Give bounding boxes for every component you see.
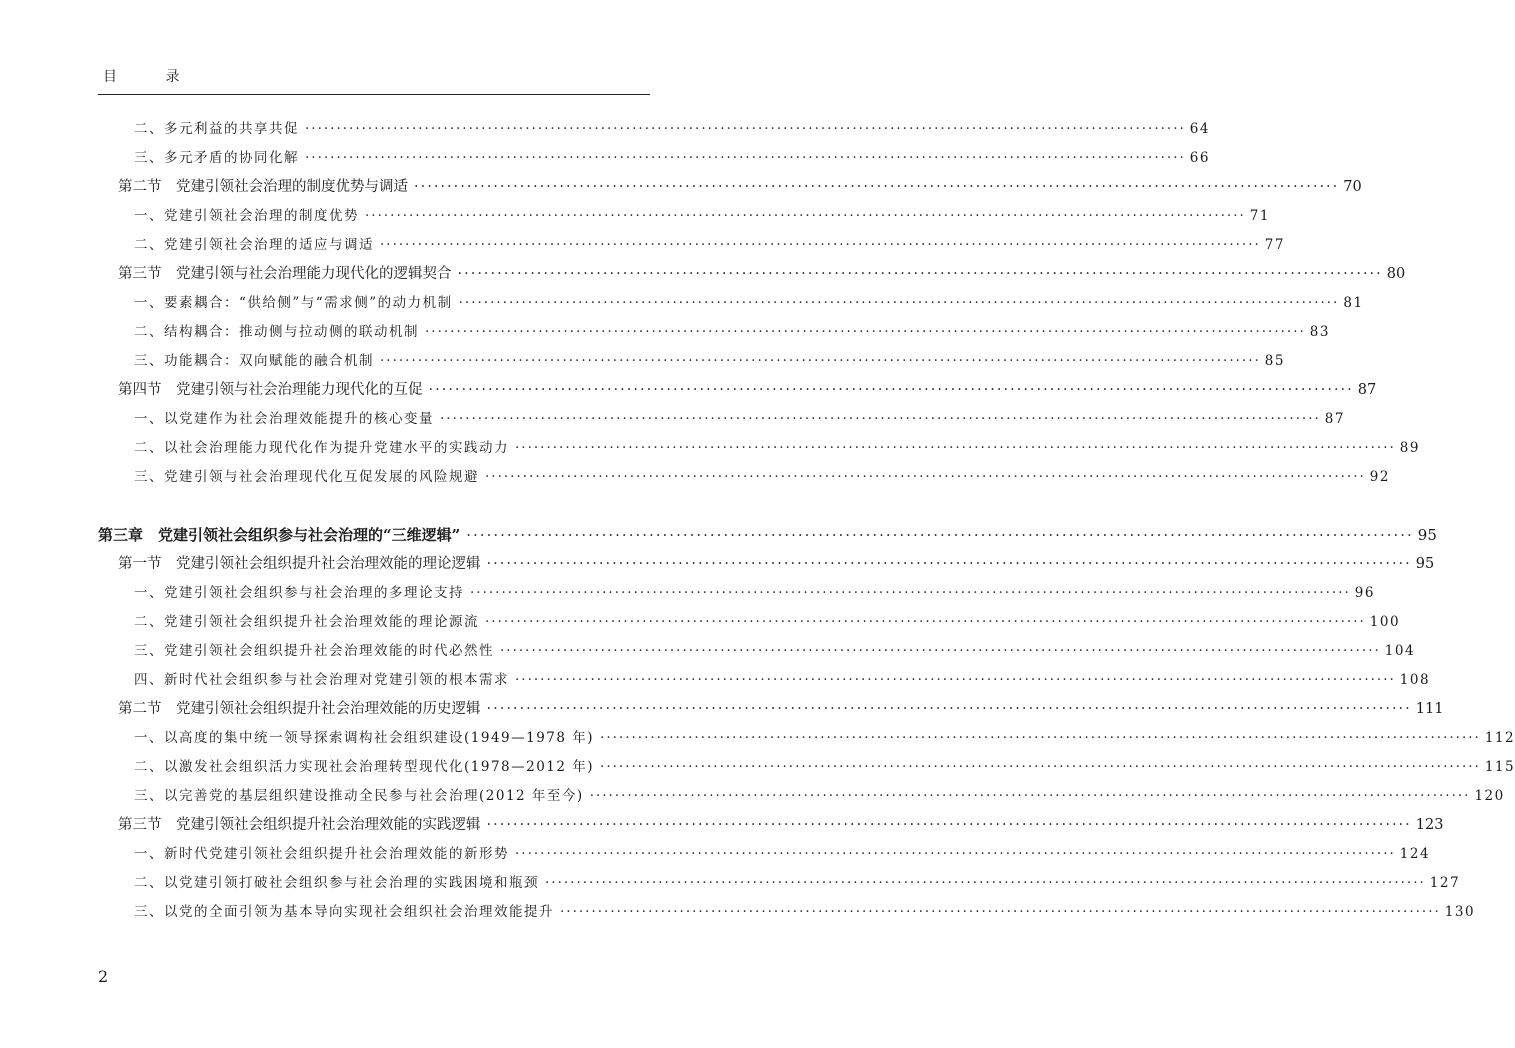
toc-leader-dots: ············································································································································ <box>425 324 1306 340</box>
toc-entry-page: 95 <box>1417 526 1437 544</box>
toc-entry-title: 二、以社会治理能力现代化作为提升党建水平的实践动力 <box>134 440 509 456</box>
toc-entry-page: 104 <box>1384 643 1416 659</box>
toc-entry-page: 87 <box>1357 382 1377 398</box>
toc-leader-dots: ············································································································································ <box>486 817 1412 833</box>
toc-leader-dots: ············································································································································ <box>440 411 1321 427</box>
toc-entry-page: 108 <box>1399 672 1431 688</box>
toc-entry-page: 92 <box>1369 469 1390 485</box>
toc-item <box>134 205 1270 227</box>
toc-section <box>118 698 1444 720</box>
toc-leader-dots: ············································································································································ <box>486 556 1412 572</box>
toc-entry-title: 一、以高度的集中统一领导探索调构社会组织建设(1949—1978 年) <box>134 730 595 746</box>
toc-entry-page: 81 <box>1343 295 1364 311</box>
toc-leader-dots: ············································································································································ <box>380 237 1261 253</box>
toc-entry-title: 三、多元矛盾的协同化解 <box>134 150 299 166</box>
toc-item <box>134 292 1364 314</box>
toc-item <box>134 727 1515 749</box>
toc-entry-title: 第二节 党建引领社会组织提升社会治理效能的历史逻辑 <box>118 701 481 717</box>
header-rule <box>98 94 650 95</box>
toc-leader-dots: ············································································································································ <box>485 469 1366 485</box>
toc-item <box>134 147 1210 169</box>
toc-leader-dots: ············································································································································ <box>414 179 1340 195</box>
toc-entry-page: 64 <box>1189 121 1210 137</box>
toc-entry-page: 127 <box>1429 875 1461 891</box>
toc-entry-title: 三、以完善党的基层组织建设推动全民参与社会治理(2012 年至今) <box>134 788 584 804</box>
toc-entry-page: 89 <box>1399 440 1420 456</box>
toc-entry-page: 70 <box>1343 179 1362 195</box>
toc-item <box>134 350 1285 372</box>
toc-entry-title: 二、以党建引领打破社会组织参与社会治理的实践困境和瓶颈 <box>134 875 539 891</box>
toc-leader-dots: ············································································································································ <box>428 382 1354 398</box>
toc-entry-page: 112 <box>1484 730 1515 746</box>
toc-entry-title: 二、结构耦合：推动侧与拉动侧的联动机制 <box>134 324 419 340</box>
toc-entry-page: 130 <box>1444 904 1476 920</box>
toc-item <box>134 901 1476 923</box>
toc-entry-title: 三、党建引领社会组织提升社会治理效能的时代必然性 <box>134 643 494 659</box>
toc-leader-dots: ············································································································································ <box>515 672 1396 688</box>
toc-entry-title: 第三节 党建引领与社会治理能力现代化的逻辑契合 <box>118 266 452 282</box>
toc-leader-dots: ············································································································································ <box>458 295 1340 311</box>
toc-entry-page: 120 <box>1474 788 1505 804</box>
toc-leader-dots: ············································································································································ <box>466 526 1414 544</box>
toc-item <box>134 408 1345 430</box>
toc-entry-title: 第四节 党建引领与社会治理能力现代化的互促 <box>118 382 423 398</box>
toc-entry-title: 二、党建引领社会组织提升社会治理效能的理论源流 <box>134 614 479 630</box>
toc-item <box>134 669 1431 691</box>
toc-entry-page: 95 <box>1415 556 1435 572</box>
toc-entry-title: 二、以激发社会组织活力实现社会治理转型现代化(1978—2012 年) <box>134 759 595 775</box>
toc-entry-page: 96 <box>1354 585 1375 601</box>
toc-leader-dots: ············································································································································ <box>485 614 1366 630</box>
running-title: 目 录 <box>103 69 202 85</box>
toc-entry-title: 一、党建引领社会治理的制度优势 <box>134 208 359 224</box>
toc-entry-title: 一、新时代党建引领社会组织提升社会治理效能的新形势 <box>134 846 509 862</box>
toc-entry-title: 二、多元利益的共享共促 <box>134 121 299 137</box>
toc-entry-title: 三、以党的全面引领为基本导向实现社会组织社会治理效能提升 <box>134 904 554 920</box>
toc-item <box>134 234 1285 256</box>
toc-item <box>134 611 1401 633</box>
toc-leader-dots: ············································································································································ <box>500 643 1381 659</box>
toc-leader-dots: ············································································································································ <box>515 440 1396 456</box>
toc-entry-title: 第三节 党建引领社会组织提升社会治理效能的实践逻辑 <box>118 817 481 833</box>
toc-leader-dots: ············································································································································ <box>470 585 1351 601</box>
toc-entry-title: 第三章 党建引领社会组织参与社会治理的“三维逻辑” <box>98 526 461 544</box>
toc-entry-page: 87 <box>1324 411 1345 427</box>
toc-entry-title: 二、党建引领社会治理的适应与调适 <box>134 237 374 253</box>
toc-leader-dots: ············································································································································ <box>365 208 1246 224</box>
toc-entry-page: 66 <box>1189 150 1210 166</box>
page-number: 2 <box>98 967 109 986</box>
toc-section <box>118 553 1435 575</box>
toc-item <box>134 756 1515 778</box>
toc-entry-page: 71 <box>1249 208 1270 224</box>
toc-entry-page: 111 <box>1415 701 1444 717</box>
toc-section <box>118 379 1377 401</box>
toc-section <box>118 176 1362 198</box>
toc-entry-title: 三、党建引领与社会治理现代化互促发展的风险规避 <box>134 469 479 485</box>
toc-entry-page: 124 <box>1399 846 1431 862</box>
toc-entry-title: 第一节 党建引领社会组织提升社会治理效能的理论逻辑 <box>118 556 481 572</box>
toc-entry-title: 一、党建引领社会组织参与社会治理的多理论支持 <box>134 585 464 601</box>
toc-entry-title: 三、功能耦合：双向赋能的融合机制 <box>134 353 374 369</box>
toc-leader-dots: ············································································································································ <box>457 266 1383 282</box>
toc-leader-dots: ············································································································································ <box>305 121 1186 137</box>
toc-item <box>134 466 1390 488</box>
toc-entry-page: 123 <box>1415 817 1444 833</box>
toc-item <box>134 872 1461 894</box>
toc-section <box>118 263 1406 285</box>
toc-leader-dots: ············································································································································ <box>589 788 1471 804</box>
toc-leader-dots: ············································································································································ <box>515 846 1396 862</box>
toc-entry-title: 一、以党建作为社会治理效能提升的核心变量 <box>134 411 434 427</box>
toc-item <box>134 437 1420 459</box>
toc-leader-dots: ············································································································································ <box>305 150 1186 166</box>
toc-entry-page: 85 <box>1264 353 1285 369</box>
toc-leader-dots: ············································································································································ <box>600 730 1481 746</box>
toc-entry-page: 80 <box>1386 266 1406 282</box>
toc-leader-dots: ············································································································································ <box>486 701 1412 717</box>
toc-entry-page: 100 <box>1369 614 1401 630</box>
toc-item <box>134 321 1330 343</box>
toc-leader-dots: ············································································································································ <box>560 904 1441 920</box>
toc-chapter <box>98 524 1437 546</box>
toc-leader-dots: ············································································································································ <box>545 875 1426 891</box>
toc-item <box>134 843 1431 865</box>
toc-item <box>134 118 1210 140</box>
toc-entry-page: 83 <box>1309 324 1330 340</box>
toc-item <box>134 582 1375 604</box>
toc-entry-title: 第二节 党建引领社会治理的制度优势与调适 <box>118 179 408 195</box>
toc-entry-title: 一、要素耦合：“供给侧”与“需求侧”的动力机制 <box>134 295 453 311</box>
toc-item <box>134 640 1416 662</box>
toc-entry-title: 四、新时代社会组织参与社会治理对党建引领的根本需求 <box>134 672 509 688</box>
toc-leader-dots: ············································································································································ <box>600 759 1481 775</box>
toc-entry-page: 77 <box>1264 237 1285 253</box>
toc-entry-page: 115 <box>1484 759 1515 775</box>
toc-leader-dots: ············································································································································ <box>380 353 1261 369</box>
toc-section <box>118 814 1444 836</box>
toc-item <box>134 785 1505 807</box>
